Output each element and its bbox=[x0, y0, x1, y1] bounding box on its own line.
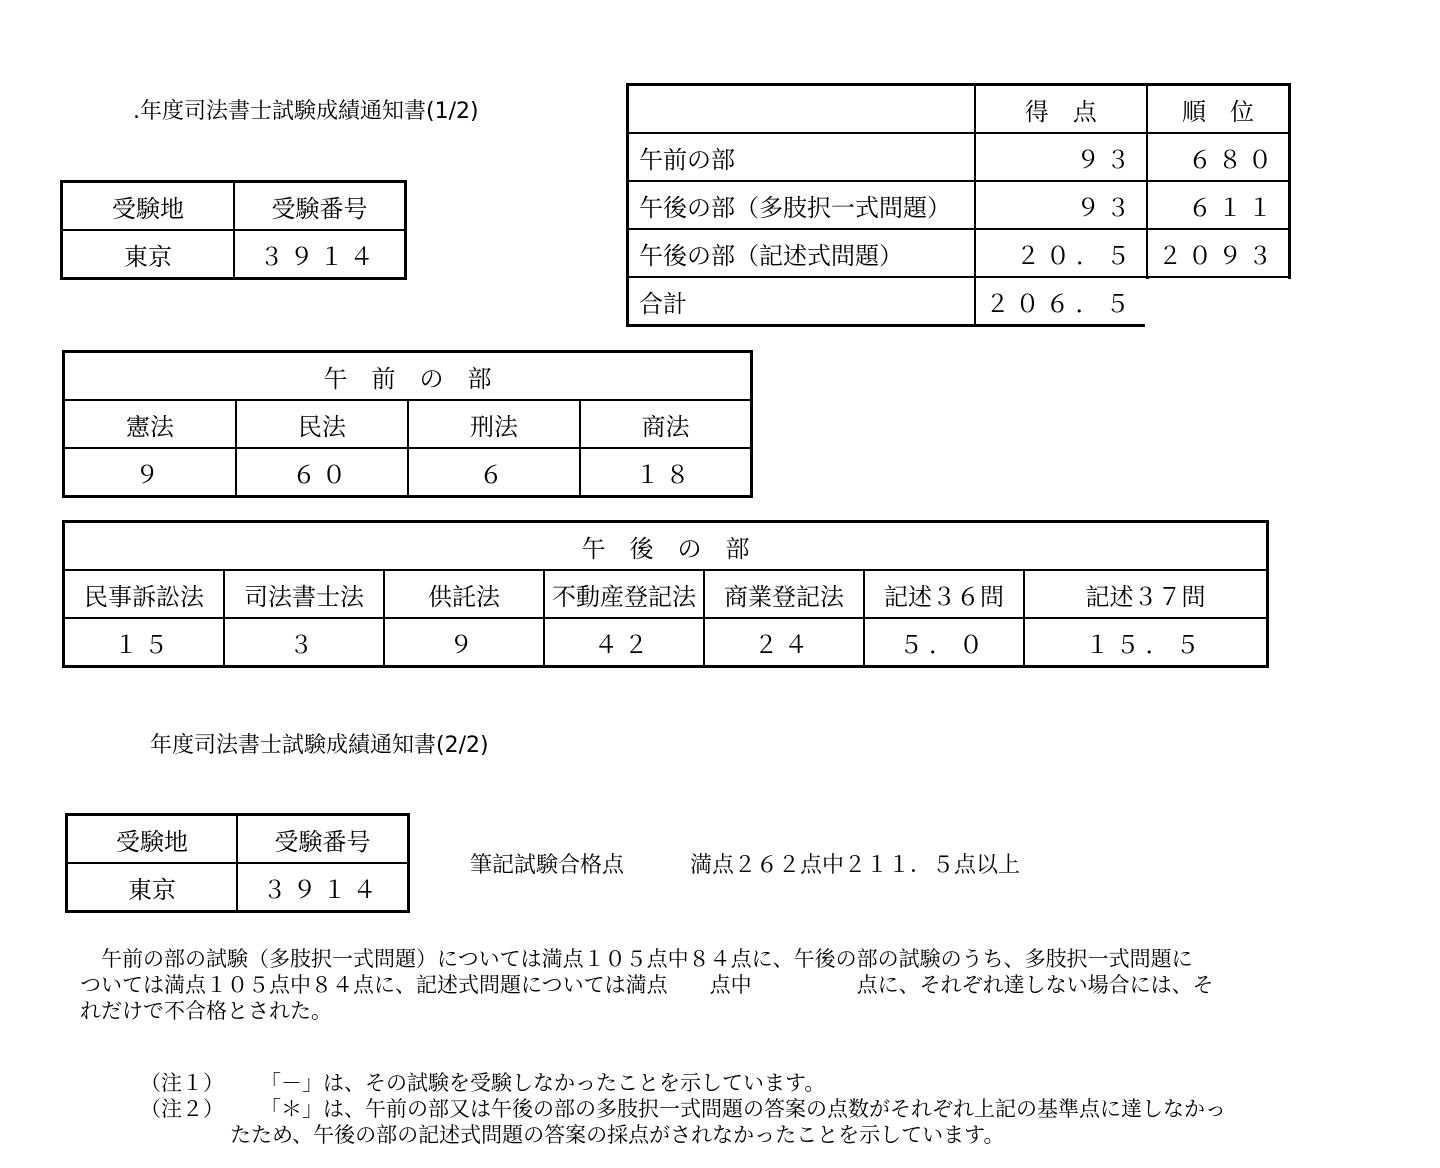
exam-location-header: 受験地 bbox=[67, 815, 238, 864]
morning-score: ６ bbox=[408, 448, 580, 497]
pass-score-value: 満点２６２点中２１１．５点以上 bbox=[690, 853, 1021, 878]
afternoon-subject: 記述３６問 bbox=[864, 570, 1024, 618]
morning-score: ６０ bbox=[236, 448, 408, 497]
score-table-corner bbox=[628, 85, 975, 134]
page2-title: 年度司法書士試験成績通知書(2/2) bbox=[150, 733, 489, 758]
afternoon-subject: 不動産登記法 bbox=[544, 570, 704, 618]
exam-location-value: 東京 bbox=[67, 863, 238, 912]
morning-score: ９ bbox=[64, 448, 237, 497]
note-label bbox=[140, 1122, 230, 1148]
morning-score: １８ bbox=[580, 448, 752, 497]
row-score: ２０．５ bbox=[975, 229, 1148, 277]
paragraph-line: ついては満点１０５点中８４点に、記述式問題については満点 点中 点に、それぞれ達しない場合には、そ bbox=[80, 973, 1214, 997]
exam-location-header: 受験地 bbox=[62, 182, 235, 231]
note-text: 「＊」は、午前の部又は午後の部の多肢択一式問題の答案の点数がそれぞれ上記の基準点に達しなかっ bbox=[260, 1097, 1226, 1121]
exam-location-value: 東京 bbox=[62, 230, 235, 279]
afternoon-score: １５．５ bbox=[1024, 618, 1268, 667]
morning-subject: 民法 bbox=[236, 400, 408, 448]
afternoon-score: １５ bbox=[64, 618, 225, 667]
exam-number-header: 受験番号 bbox=[237, 815, 409, 864]
afternoon-score: ９ bbox=[384, 618, 544, 667]
row-label: 午後の部（記述式問題） bbox=[628, 229, 975, 277]
page1-title: .年度司法書士試験成績通知書(1/2) bbox=[133, 99, 479, 124]
note-label: （注１） bbox=[140, 1071, 224, 1095]
exam-number-value: ３９１４ bbox=[234, 230, 406, 279]
afternoon-title: 午 後 の 部 bbox=[64, 522, 1268, 571]
afternoon-score: ３ bbox=[224, 618, 384, 667]
afternoon-subject: 供託法 bbox=[384, 570, 544, 618]
morning-title: 午 前 の 部 bbox=[64, 352, 752, 401]
afternoon-score: ４２ bbox=[544, 618, 704, 667]
row-label: 午前の部 bbox=[628, 133, 975, 181]
afternoon-subject: 商業登記法 bbox=[704, 570, 864, 618]
row-rank: ６１１ bbox=[1147, 181, 1290, 229]
exam-number-header: 受験番号 bbox=[234, 182, 406, 231]
paragraph-line: 午前の部の試験（多肢択一式問題）については満点１０５点中８４点に、午後の部の試験のうち、多肢択一式問題に bbox=[80, 947, 1193, 971]
table-row bbox=[628, 229, 1290, 277]
afternoon-subject: 記述３７問 bbox=[1024, 570, 1268, 618]
paragraph-line: れだけで不合格とされた。 bbox=[80, 999, 332, 1023]
note-label: （注２） bbox=[140, 1097, 224, 1121]
notes bbox=[140, 1070, 1400, 1148]
row-label: 午後の部（多肢択一式問題） bbox=[628, 181, 975, 229]
morning-table bbox=[62, 350, 753, 498]
total-score: ２０６．５ bbox=[975, 277, 1148, 326]
note-text: 「－」は、その試験を受験しなかったことを示しています。 bbox=[260, 1071, 826, 1095]
note-2-continued bbox=[140, 1122, 1400, 1148]
row-score: ９３ bbox=[975, 181, 1148, 229]
criteria-paragraph bbox=[80, 946, 1400, 1024]
note-text: たため、午後の部の記述式問題の答案の採点がされなかったことを示しています。 bbox=[230, 1123, 1005, 1147]
morning-subject: 刑法 bbox=[408, 400, 580, 448]
afternoon-subject: 司法書士法 bbox=[224, 570, 384, 618]
exam-number-value: ３９１４ bbox=[237, 863, 409, 912]
pass-score-label: 筆記試験合格点 bbox=[470, 853, 625, 878]
row-score: ９３ bbox=[975, 133, 1148, 181]
table-row bbox=[628, 181, 1290, 229]
afternoon-subject: 民事訴訟法 bbox=[64, 570, 225, 618]
note-2 bbox=[140, 1096, 1400, 1122]
page2-id-table bbox=[65, 813, 410, 913]
morning-subject: 商法 bbox=[580, 400, 752, 448]
score-header: 得 点 bbox=[975, 85, 1148, 134]
row-rank: ２０９３ bbox=[1147, 229, 1290, 277]
afternoon-table bbox=[62, 520, 1269, 668]
total-label: 合計 bbox=[628, 277, 975, 326]
morning-subject: 憲法 bbox=[64, 400, 237, 448]
note-1 bbox=[140, 1070, 1400, 1096]
page1-id-table bbox=[60, 180, 407, 280]
table-row bbox=[628, 133, 1290, 181]
row-rank: ６８０ bbox=[1147, 133, 1290, 181]
page1-title-dot: . bbox=[133, 99, 140, 124]
score-table-mask bbox=[1145, 279, 1295, 333]
afternoon-score: ５．０ bbox=[864, 618, 1024, 667]
afternoon-score: ２４ bbox=[704, 618, 864, 667]
rank-header: 順 位 bbox=[1147, 85, 1290, 134]
